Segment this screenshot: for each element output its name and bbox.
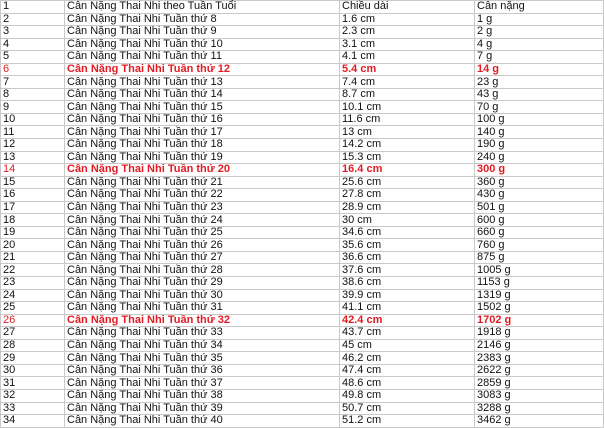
table-row xyxy=(1,239,604,252)
weight-cell[interactable]: 660 g xyxy=(475,226,604,239)
length-cell[interactable]: 7.4 cm xyxy=(340,76,475,89)
table-row xyxy=(1,113,604,126)
row-number: 18 xyxy=(1,214,65,227)
row-number: 14 xyxy=(1,164,65,177)
row-number: 16 xyxy=(1,189,65,202)
row-number: 7 xyxy=(1,76,65,89)
length-cell[interactable]: 50.7 cm xyxy=(340,402,475,415)
length-cell[interactable]: 1.6 cm xyxy=(340,13,475,26)
weight-cell[interactable]: 2859 g xyxy=(475,377,604,390)
length-cell[interactable]: 49.8 cm xyxy=(340,389,475,402)
weight-cell[interactable]: 1502 g xyxy=(475,302,604,315)
table-row xyxy=(1,415,604,428)
week-cell[interactable]: Cân Nặng Thai Nhi Tuần thứ 27 xyxy=(65,251,340,264)
weight-cell[interactable]: 360 g xyxy=(475,176,604,189)
weight-cell[interactable]: 190 g xyxy=(475,139,604,152)
weight-cell[interactable]: 1918 g xyxy=(475,327,604,340)
row-number: 30 xyxy=(1,364,65,377)
weight-cell[interactable]: 1 g xyxy=(475,13,604,26)
length-cell[interactable]: 43.7 cm xyxy=(340,327,475,340)
week-cell[interactable]: Cân Nặng Thai Nhi Tuần thứ 38 xyxy=(65,389,340,402)
row-number: 19 xyxy=(1,226,65,239)
weight-cell[interactable]: 43 g xyxy=(475,88,604,101)
week-cell[interactable]: Cân Nặng Thai Nhi Tuần thứ 15 xyxy=(65,101,340,114)
weight-cell[interactable]: 1319 g xyxy=(475,289,604,302)
week-cell[interactable]: Cân Nặng Thai Nhi Tuần thứ 22 xyxy=(65,189,340,202)
row-number: 28 xyxy=(1,339,65,352)
row-number: 33 xyxy=(1,402,65,415)
week-cell[interactable]: Cân Nặng Thai Nhi Tuần thứ 26 xyxy=(65,239,340,252)
week-cell[interactable]: Cân Nặng Thai Nhi Tuần thứ 25 xyxy=(65,226,340,239)
row-number: 34 xyxy=(1,415,65,428)
weight-cell[interactable]: 2 g xyxy=(475,26,604,39)
table-row xyxy=(1,264,604,277)
row-number: 4 xyxy=(1,38,65,51)
length-cell[interactable]: 25.6 cm xyxy=(340,176,475,189)
week-cell[interactable]: Cân Nặng Thai Nhi Tuần thứ 10 xyxy=(65,38,340,51)
table-row xyxy=(1,389,604,402)
week-cell[interactable]: Cân Nặng Thai Nhi Tuần thứ 34 xyxy=(65,339,340,352)
week-cell[interactable]: Cân Nặng Thai Nhi Tuần thứ 24 xyxy=(65,214,340,227)
length-cell[interactable]: 47.4 cm xyxy=(340,364,475,377)
week-cell[interactable]: Cân Nặng Thai Nhi Tuần thứ 40 xyxy=(65,415,340,428)
weight-cell[interactable]: 23 g xyxy=(475,76,604,89)
table-row xyxy=(1,377,604,390)
weight-cell[interactable]: 4 g xyxy=(475,38,604,51)
header-weight-cell[interactable]: Cân nặng xyxy=(475,1,604,14)
table-row xyxy=(1,88,604,101)
row-number: 13 xyxy=(1,151,65,164)
length-cell[interactable]: 3.1 cm xyxy=(340,38,475,51)
week-cell[interactable]: Cân Nặng Thai Nhi Tuần thứ 9 xyxy=(65,26,340,39)
weight-cell[interactable]: 1153 g xyxy=(475,277,604,290)
table-row xyxy=(1,189,604,202)
week-cell[interactable]: Cân Nặng Thai Nhi Tuần thứ 16 xyxy=(65,113,340,126)
week-cell[interactable]: Cân Nặng Thai Nhi Tuần thứ 37 xyxy=(65,377,340,390)
row-number: 1 xyxy=(1,1,65,14)
weight-cell[interactable]: 2383 g xyxy=(475,352,604,365)
table-row xyxy=(1,314,604,327)
row-number: 3 xyxy=(1,26,65,39)
row-number: 9 xyxy=(1,101,65,114)
week-cell[interactable]: Cân Nặng Thai Nhi Tuần thứ 23 xyxy=(65,201,340,214)
row-number: 26 xyxy=(1,314,65,327)
weight-cell[interactable]: 140 g xyxy=(475,126,604,139)
row-number: 8 xyxy=(1,88,65,101)
row-number: 24 xyxy=(1,289,65,302)
table-row xyxy=(1,164,604,177)
length-cell[interactable]: 8.7 cm xyxy=(340,88,475,101)
row-number: 21 xyxy=(1,251,65,264)
length-cell[interactable]: 4.1 cm xyxy=(340,51,475,64)
length-cell[interactable]: 13 cm xyxy=(340,126,475,139)
week-cell[interactable]: Cân Nặng Thai Nhi Tuần thứ 28 xyxy=(65,264,340,277)
header-title-cell[interactable]: Cân Nặng Thai Nhi theo Tuần Tuổi xyxy=(65,1,340,14)
weight-cell[interactable]: 3288 g xyxy=(475,402,604,415)
weight-cell[interactable]: 3083 g xyxy=(475,389,604,402)
weight-cell[interactable]: 2622 g xyxy=(475,364,604,377)
week-cell[interactable]: Cân Nặng Thai Nhi Tuần thứ 8 xyxy=(65,13,340,26)
length-cell[interactable]: 11.6 cm xyxy=(340,113,475,126)
table-row xyxy=(1,176,604,189)
length-cell[interactable]: 28.9 cm xyxy=(340,201,475,214)
table-row xyxy=(1,339,604,352)
length-cell[interactable]: 45 cm xyxy=(340,339,475,352)
table-row xyxy=(1,139,604,152)
week-cell[interactable]: Cân Nặng Thai Nhi Tuần thứ 31 xyxy=(65,302,340,315)
week-cell[interactable]: Cân Nặng Thai Nhi Tuần thứ 17 xyxy=(65,126,340,139)
weight-cell[interactable]: 600 g xyxy=(475,214,604,227)
row-number: 32 xyxy=(1,389,65,402)
table-row xyxy=(1,327,604,340)
table-row xyxy=(1,352,604,365)
week-cell[interactable]: Cân Nặng Thai Nhi Tuần thứ 39 xyxy=(65,402,340,415)
weight-cell[interactable]: 430 g xyxy=(475,189,604,202)
row-number: 10 xyxy=(1,113,65,126)
header-row xyxy=(1,1,604,14)
length-cell[interactable]: 16.4 cm xyxy=(340,164,475,177)
week-cell[interactable]: Cân Nặng Thai Nhi Tuần thứ 35 xyxy=(65,352,340,365)
week-cell[interactable]: Cân Nặng Thai Nhi Tuần thứ 20 xyxy=(65,164,340,177)
row-number: 6 xyxy=(1,63,65,76)
table-row xyxy=(1,51,604,64)
weight-cell[interactable]: 14 g xyxy=(475,63,604,76)
length-cell[interactable]: 5.4 cm xyxy=(340,63,475,76)
table-body xyxy=(1,1,604,428)
row-number: 12 xyxy=(1,139,65,152)
row-number: 27 xyxy=(1,327,65,340)
table-row xyxy=(1,63,604,76)
length-cell[interactable]: 48.6 cm xyxy=(340,377,475,390)
length-cell[interactable]: 14.2 cm xyxy=(340,139,475,152)
length-cell[interactable]: 30 cm xyxy=(340,214,475,227)
weight-cell[interactable]: 7 g xyxy=(475,51,604,64)
weight-cell[interactable]: 2146 g xyxy=(475,339,604,352)
length-cell[interactable]: 34.6 cm xyxy=(340,226,475,239)
table-row xyxy=(1,302,604,315)
row-number: 29 xyxy=(1,352,65,365)
week-cell[interactable]: Cân Nặng Thai Nhi Tuần thứ 36 xyxy=(65,364,340,377)
length-cell[interactable]: 10.1 cm xyxy=(340,101,475,114)
table-row xyxy=(1,364,604,377)
row-number: 15 xyxy=(1,176,65,189)
weight-cell[interactable]: 1005 g xyxy=(475,264,604,277)
table-row xyxy=(1,214,604,227)
table-row xyxy=(1,251,604,264)
length-cell[interactable]: 35.6 cm xyxy=(340,239,475,252)
table-row xyxy=(1,402,604,415)
row-number: 17 xyxy=(1,201,65,214)
table-row xyxy=(1,26,604,39)
weight-cell[interactable]: 1702 g xyxy=(475,314,604,327)
length-cell[interactable]: 27.8 cm xyxy=(340,189,475,202)
length-cell[interactable]: 46.2 cm xyxy=(340,352,475,365)
length-cell[interactable]: 38.6 cm xyxy=(340,277,475,290)
row-number: 31 xyxy=(1,377,65,390)
row-number: 5 xyxy=(1,51,65,64)
weight-cell[interactable]: 875 g xyxy=(475,251,604,264)
table-row xyxy=(1,13,604,26)
table-row xyxy=(1,151,604,164)
week-cell[interactable]: Cân Nặng Thai Nhi Tuần thứ 12 xyxy=(65,63,340,76)
week-cell[interactable]: Cân Nặng Thai Nhi Tuần thứ 18 xyxy=(65,139,340,152)
length-cell[interactable]: 2.3 cm xyxy=(340,26,475,39)
table-row xyxy=(1,201,604,214)
weight-cell[interactable]: 760 g xyxy=(475,239,604,252)
week-cell[interactable]: Cân Nặng Thai Nhi Tuần thứ 33 xyxy=(65,327,340,340)
week-cell[interactable]: Cân Nặng Thai Nhi Tuần thứ 32 xyxy=(65,314,340,327)
weight-cell[interactable]: 501 g xyxy=(475,201,604,214)
week-cell[interactable]: Cân Nặng Thai Nhi Tuần thứ 13 xyxy=(65,76,340,89)
length-cell[interactable]: 39.9 cm xyxy=(340,289,475,302)
weight-cell[interactable]: 100 g xyxy=(475,113,604,126)
table-row xyxy=(1,289,604,302)
length-cell[interactable]: 15.3 cm xyxy=(340,151,475,164)
length-cell[interactable]: 51.2 cm xyxy=(340,415,475,428)
length-cell[interactable]: 42.4 cm xyxy=(340,314,475,327)
length-cell[interactable]: 36.6 cm xyxy=(340,251,475,264)
week-cell[interactable]: Cân Nặng Thai Nhi Tuần thứ 14 xyxy=(65,88,340,101)
week-cell[interactable]: Cân Nặng Thai Nhi Tuần thứ 30 xyxy=(65,289,340,302)
row-number: 11 xyxy=(1,126,65,139)
length-cell[interactable]: 41.1 cm xyxy=(340,302,475,315)
week-cell[interactable]: Cân Nặng Thai Nhi Tuần thứ 21 xyxy=(65,176,340,189)
row-number: 20 xyxy=(1,239,65,252)
weight-cell[interactable]: 240 g xyxy=(475,151,604,164)
weight-cell[interactable]: 3462 g xyxy=(475,415,604,428)
table-row xyxy=(1,38,604,51)
table-row xyxy=(1,101,604,114)
table-row xyxy=(1,126,604,139)
row-number: 22 xyxy=(1,264,65,277)
row-number: 25 xyxy=(1,302,65,315)
row-number: 23 xyxy=(1,277,65,290)
weight-cell[interactable]: 70 g xyxy=(475,101,604,114)
table-row xyxy=(1,76,604,89)
header-length-cell[interactable]: Chiều dài xyxy=(340,1,475,14)
week-cell[interactable]: Cân Nặng Thai Nhi Tuần thứ 29 xyxy=(65,277,340,290)
week-cell[interactable]: Cân Nặng Thai Nhi Tuần thứ 19 xyxy=(65,151,340,164)
length-cell[interactable]: 37.6 cm xyxy=(340,264,475,277)
week-cell[interactable]: Cân Nặng Thai Nhi Tuần thứ 11 xyxy=(65,51,340,64)
table-row xyxy=(1,277,604,290)
weight-cell[interactable]: 300 g xyxy=(475,164,604,177)
row-number: 2 xyxy=(1,13,65,26)
table-row xyxy=(1,226,604,239)
